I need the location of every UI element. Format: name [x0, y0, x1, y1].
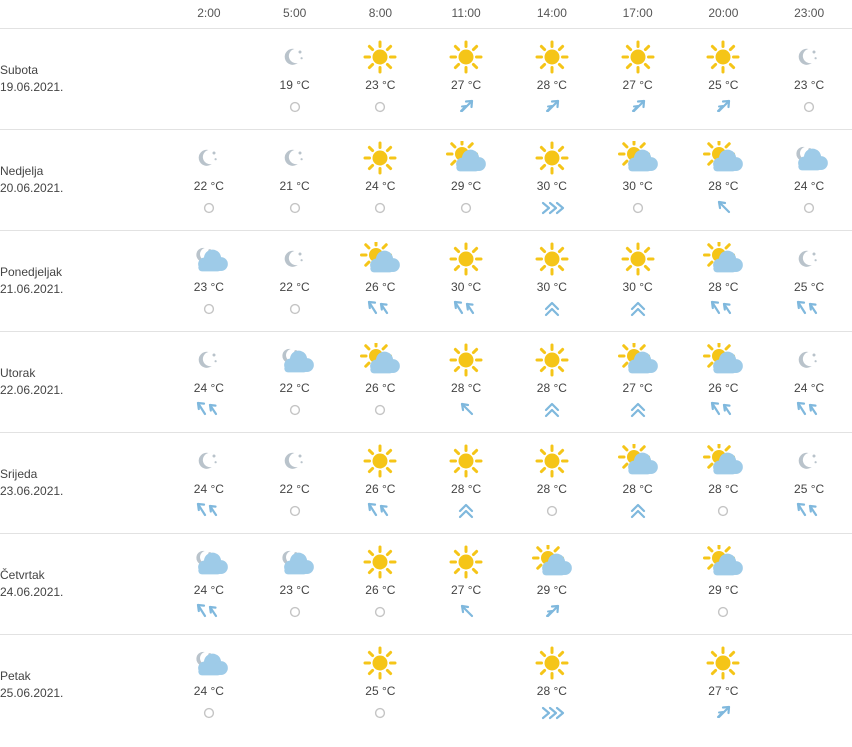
hour-header-7: 23:00 [794, 6, 825, 20]
day-date: 24.06.2021. [0, 585, 64, 599]
partly-cloudy-day-icon [444, 141, 488, 175]
wind-double-icon [364, 298, 396, 320]
temperature-value: 22 °C [279, 280, 310, 294]
forecast-hour-cell[interactable] [766, 332, 852, 433]
partly-cloudy-day-icon [616, 343, 660, 377]
forecast-hour-cell[interactable] [166, 29, 252, 130]
temperature-value: 28 °C [708, 280, 739, 294]
forecast-hour-cell[interactable] [338, 231, 424, 332]
forecast-hour-cell[interactable] [681, 332, 767, 433]
calm-icon [536, 500, 568, 522]
sunny-icon [358, 545, 402, 579]
day-label-cell [0, 534, 166, 635]
forecast-hour-cell[interactable] [338, 29, 424, 130]
forecast-hour-cell[interactable] [338, 433, 424, 534]
calm-icon [793, 96, 825, 118]
forecast-hour-cell[interactable] [766, 130, 852, 231]
sunny-icon [358, 646, 402, 680]
temperature-value: 22 °C [193, 179, 224, 193]
clear-night-icon [273, 242, 317, 276]
wind-double-icon [364, 500, 396, 522]
partly-cloudy-day-icon [358, 242, 402, 276]
temperature-value: 22 °C [279, 482, 310, 496]
forecast-hour-cell[interactable] [423, 635, 509, 736]
day-name: Srijeda [0, 467, 38, 481]
calm-icon [279, 399, 311, 421]
clear-night-icon [787, 343, 831, 377]
clear-night-icon [273, 141, 317, 175]
temperature-value: 29 °C [451, 179, 482, 193]
temperature-value: 27 °C [622, 381, 653, 395]
forecast-hour-cell[interactable] [423, 29, 509, 130]
temperature-value: 28 °C [451, 482, 482, 496]
calm-icon [364, 399, 396, 421]
sunny-icon [444, 545, 488, 579]
forecast-hour-cell[interactable] [423, 130, 509, 231]
forecast-hour-cell[interactable] [595, 534, 681, 635]
partly-cloudy-night-icon [187, 545, 231, 579]
forecast-hour-cell[interactable] [681, 231, 767, 332]
temperature-value: 28 °C [708, 482, 739, 496]
hour-header-5: 17:00 [622, 6, 653, 20]
temperature-value: 25 °C [794, 482, 825, 496]
partly-cloudy-night-icon [187, 646, 231, 680]
forecast-day-row [0, 29, 852, 130]
forecast-hour-cell[interactable] [509, 534, 595, 635]
temperature-value: 29 °C [708, 583, 739, 597]
forecast-hour-cell[interactable] [338, 332, 424, 433]
hour-header-4: 14:00 [536, 6, 567, 20]
temperature-value: 28 °C [536, 78, 567, 92]
wind-up-double-icon [622, 298, 654, 320]
temperature-value: 26 °C [365, 482, 396, 496]
temperature-value: 23 °C [193, 280, 224, 294]
temperature-value: 24 °C [193, 381, 224, 395]
wind-double-icon [193, 500, 225, 522]
temperature-value: 25 °C [794, 280, 825, 294]
sunny-icon [701, 40, 745, 74]
sunny-icon [701, 646, 745, 680]
wind-medium-icon [536, 601, 568, 623]
forecast-hour-cell[interactable] [252, 332, 338, 433]
wind-medium-icon [707, 96, 739, 118]
hour-header-0: 2:00 [197, 6, 221, 20]
forecast-hour-cell[interactable] [166, 534, 252, 635]
forecast-hour-cell[interactable] [252, 534, 338, 635]
temperature-value: 26 °C [365, 280, 396, 294]
forecast-hour-cell[interactable] [166, 130, 252, 231]
temperature-value: 19 °C [279, 78, 310, 92]
forecast-hour-cell[interactable] [509, 231, 595, 332]
forecast-hour-cell[interactable] [766, 635, 852, 736]
clear-night-icon [787, 444, 831, 478]
day-name: Nedjelja [0, 164, 44, 178]
day-name: Subota [0, 63, 39, 77]
sunny-icon [444, 40, 488, 74]
hour-header-3: 11:00 [451, 6, 481, 20]
forecast-hour-cell[interactable] [595, 332, 681, 433]
temperature-value: 30 °C [536, 179, 567, 193]
partly-cloudy-day-icon [701, 444, 745, 478]
day-name: Ponedjeljak [0, 265, 63, 279]
forecast-day-row [0, 534, 852, 635]
calm-icon [450, 197, 482, 219]
wind-up-double-icon [536, 298, 568, 320]
temperature-value: 29 °C [536, 583, 567, 597]
partly-cloudy-night-icon [187, 242, 231, 276]
day-column-header [0, 0, 166, 29]
sunny-icon [444, 242, 488, 276]
forecast-hour-cell[interactable] [681, 534, 767, 635]
wind-double-icon [707, 298, 739, 320]
forecast-hour-cell[interactable] [166, 231, 252, 332]
forecast-day-row [0, 433, 852, 534]
calm-icon [364, 601, 396, 623]
partly-cloudy-day-icon [616, 444, 660, 478]
calm-icon [279, 197, 311, 219]
partly-cloudy-night-icon [787, 141, 831, 175]
wind-light-icon [450, 601, 482, 623]
day-name: Petak [0, 669, 31, 683]
day-date: 19.06.2021. [0, 80, 64, 94]
forecast-hour-cell[interactable] [166, 635, 252, 736]
clear-night-icon [187, 444, 231, 478]
wind-double-icon [193, 399, 225, 421]
wind-medium-icon [622, 96, 654, 118]
wind-double-icon [793, 298, 825, 320]
temperature-value: 21 °C [279, 179, 310, 193]
partly-cloudy-day-icon [701, 242, 745, 276]
sunny-icon [616, 40, 660, 74]
forecast-hour-cell[interactable] [766, 231, 852, 332]
forecast-hour-cell[interactable] [252, 231, 338, 332]
day-name: Utorak [0, 366, 36, 380]
hour-header-6: 20:00 [708, 6, 739, 20]
day-label-cell [0, 130, 166, 231]
clear-night-icon [787, 242, 831, 276]
clear-night-icon [273, 40, 317, 74]
calm-icon [707, 601, 739, 623]
calm-icon [364, 197, 396, 219]
calm-icon [279, 96, 311, 118]
temperature-value: 30 °C [451, 280, 482, 294]
day-label-cell [0, 635, 166, 736]
forecast-hour-cell[interactable] [681, 29, 767, 130]
temperature-value: 24 °C [794, 381, 825, 395]
temperature-value: 28 °C [622, 482, 653, 496]
temperature-value: 27 °C [622, 78, 653, 92]
temperature-value: 28 °C [536, 381, 567, 395]
forecast-hour-cell[interactable] [509, 29, 595, 130]
day-label-cell [0, 231, 166, 332]
wind-medium-icon [450, 96, 482, 118]
forecast-hour-cell[interactable] [509, 433, 595, 534]
forecast-day-row [0, 332, 852, 433]
wind-double-icon [707, 399, 739, 421]
sunny-icon [358, 141, 402, 175]
calm-icon [364, 96, 396, 118]
sunny-icon [530, 40, 574, 74]
partly-cloudy-day-icon [701, 343, 745, 377]
temperature-value: 25 °C [708, 78, 739, 92]
temperature-value: 22 °C [279, 381, 310, 395]
wind-light-icon [450, 399, 482, 421]
sunny-icon [530, 343, 574, 377]
forecast-day-row [0, 635, 852, 736]
temperature-value: 25 °C [365, 684, 396, 698]
wind-up-double-icon [622, 399, 654, 421]
sunny-icon [444, 444, 488, 478]
day-label-cell [0, 29, 166, 130]
partly-cloudy-day-icon [701, 141, 745, 175]
calm-icon [279, 298, 311, 320]
forecast-hour-cell[interactable] [423, 433, 509, 534]
day-date: 23.06.2021. [0, 484, 64, 498]
forecast-hour-cell[interactable] [166, 332, 252, 433]
calm-icon [364, 702, 396, 724]
wind-light-icon [707, 197, 739, 219]
hour-header-row [0, 0, 852, 29]
clear-night-icon [273, 444, 317, 478]
day-date: 20.06.2021. [0, 181, 64, 195]
forecast-hour-cell[interactable] [166, 433, 252, 534]
forecast-hour-cell[interactable] [595, 130, 681, 231]
partly-cloudy-day-icon [701, 545, 745, 579]
wind-double-icon [793, 500, 825, 522]
forecast-hour-cell[interactable] [595, 635, 681, 736]
temperature-value: 30 °C [536, 280, 567, 294]
partly-cloudy-day-icon [358, 343, 402, 377]
clear-night-icon [787, 40, 831, 74]
forecast-day-row [0, 130, 852, 231]
partly-cloudy-night-icon [273, 343, 317, 377]
partly-cloudy-day-icon [616, 141, 660, 175]
hour-header-1: 5:00 [282, 6, 307, 20]
temperature-value: 24 °C [365, 179, 396, 193]
wind-strong-icon [536, 702, 568, 724]
sunny-icon [616, 242, 660, 276]
calm-icon [707, 500, 739, 522]
temperature-value: 24 °C [193, 684, 224, 698]
forecast-table-body [0, 29, 852, 736]
forecast-hour-cell[interactable] [423, 231, 509, 332]
temperature-value: 26 °C [365, 381, 396, 395]
wind-double-icon [193, 601, 225, 623]
forecast-hour-cell[interactable] [252, 29, 338, 130]
day-date: 22.06.2021. [0, 383, 64, 397]
temperature-value: 27 °C [451, 78, 482, 92]
forecast-hour-cell[interactable] [423, 332, 509, 433]
calm-icon [622, 197, 654, 219]
forecast-hour-cell[interactable] [338, 534, 424, 635]
forecast-hour-cell[interactable] [681, 635, 767, 736]
forecast-hour-cell[interactable] [423, 534, 509, 635]
wind-medium-icon [536, 96, 568, 118]
calm-icon [279, 500, 311, 522]
partly-cloudy-day-icon [530, 545, 574, 579]
sunny-icon [444, 343, 488, 377]
forecast-hour-cell[interactable] [766, 29, 852, 130]
temperature-value: 30 °C [622, 280, 653, 294]
calm-icon [279, 601, 311, 623]
hour-header-2: 8:00 [368, 6, 393, 20]
temperature-value: 28 °C [708, 179, 739, 193]
temperature-value: 26 °C [365, 583, 396, 597]
forecast-hour-cell[interactable] [595, 29, 681, 130]
forecast-hour-cell[interactable] [595, 231, 681, 332]
temperature-value: 23 °C [279, 583, 310, 597]
wind-medium-icon [707, 702, 739, 724]
sunny-icon [530, 141, 574, 175]
temperature-value: 23 °C [365, 78, 396, 92]
day-date: 25.06.2021. [0, 686, 64, 700]
forecast-hour-cell[interactable] [338, 130, 424, 231]
forecast-hour-cell[interactable] [252, 130, 338, 231]
forecast-hour-cell[interactable] [509, 635, 595, 736]
sunny-icon [530, 646, 574, 680]
forecast-hour-cell[interactable] [252, 635, 338, 736]
forecast-hour-cell[interactable] [595, 433, 681, 534]
temperature-value: 28 °C [451, 381, 482, 395]
temperature-value: 23 °C [794, 78, 825, 92]
calm-icon [193, 197, 225, 219]
temperature-value: 28 °C [536, 482, 567, 496]
day-name: Četvrtak [0, 568, 45, 582]
temperature-value: 27 °C [451, 583, 482, 597]
wind-up-double-icon [450, 500, 482, 522]
wind-double-icon [450, 298, 482, 320]
wind-up-double-icon [536, 399, 568, 421]
temperature-value: 27 °C [708, 684, 739, 698]
forecast-day-row [0, 231, 852, 332]
clear-night-icon [187, 343, 231, 377]
forecast-hour-cell[interactable] [509, 332, 595, 433]
forecast-hour-cell[interactable] [766, 433, 852, 534]
temperature-value: 30 °C [622, 179, 653, 193]
forecast-hour-cell[interactable] [766, 534, 852, 635]
temperature-value: 24 °C [794, 179, 825, 193]
temperature-value: 24 °C [193, 583, 224, 597]
sunny-icon [530, 444, 574, 478]
wind-double-icon [793, 399, 825, 421]
calm-icon [193, 702, 225, 724]
temperature-value: 28 °C [536, 684, 567, 698]
partly-cloudy-night-icon [273, 545, 317, 579]
day-label-cell [0, 332, 166, 433]
sunny-icon [530, 242, 574, 276]
calm-icon [193, 298, 225, 320]
wind-up-double-icon [622, 500, 654, 522]
forecast-hour-cell[interactable] [509, 130, 595, 231]
day-date: 21.06.2021. [0, 282, 64, 296]
forecast-hour-cell[interactable] [681, 433, 767, 534]
forecast-hour-cell[interactable] [681, 130, 767, 231]
clear-night-icon [187, 141, 231, 175]
forecast-hour-cell[interactable] [338, 635, 424, 736]
calm-icon [793, 197, 825, 219]
temperature-value: 24 °C [193, 482, 224, 496]
wind-strong-icon [536, 197, 568, 219]
day-label-cell [0, 433, 166, 534]
forecast-hour-cell[interactable] [252, 433, 338, 534]
sunny-icon [358, 444, 402, 478]
sunny-icon [358, 40, 402, 74]
temperature-value: 26 °C [708, 381, 739, 395]
forecast-table-header [0, 0, 852, 29]
